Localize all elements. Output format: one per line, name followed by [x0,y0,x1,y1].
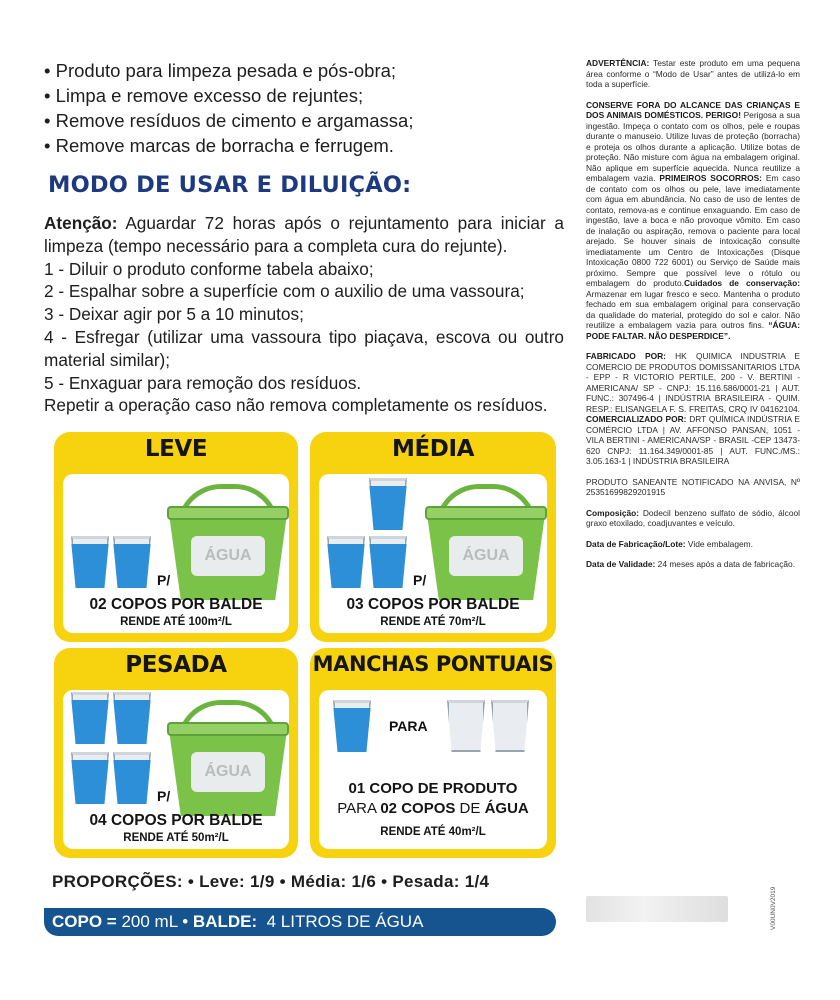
manufacture-date-paragraph [586,539,800,550]
bucket-label: ÁGUA [449,536,523,576]
caption-product: 01 COPO DE PRODUTO [348,780,518,797]
composition-text: Dodecil benzeno sulfato de sódio, álcool graxo etoxilado, coadjuvantes e veículo. [586,507,800,528]
attention-label: Atenção: [44,213,118,233]
manufacture-date-label: Data de Fabricação/Lote: [586,538,686,549]
storage-text: Armazenar em lugar fresco e seco. Mantenha o produto fechado em sua embalagem original para conservação da qualidade do material, protegido do sol e calor. Não reutilize a embalagem vazia para outros fins. [586,288,800,330]
vertical-code: V00UN0V2019 [770,886,777,930]
bucket-icon [169,500,287,600]
caption-ratio-c: DE [455,800,485,817]
proportions-line: PROPORÇÕES: • Leve: 1/9 • Média: 1/6 • Pesada: 1/4 [52,872,490,891]
caption-ratio-d: ÁGUA [484,800,529,817]
cup-icon [113,692,151,744]
first-aid-text: Em caso de contato com os olhos ou pele, lave imediatamente com água em abundância. No caso de uso de lentes de contato, remova-as e continue enxaguando. Em caso de ingestão, lave a boca e não provoque vômito. Em caso de inalação ou aspiração, remova o paciente para local arejado. Se houver sinais de intoxicação consulte imediatamente um Centro de Intoxicações (Disque Intoxicação 0800 722 6001) ou Serviço de Saúde mais próximo. Sempre que possível leve o rótulo ou embalagem do produto. [586,173,800,288]
expiry-paragraph [586,559,800,570]
step-5: 5 - Enxaguar para remoção dos resíduos. [44,372,362,393]
manufacturer-label: FABRICADO POR: [586,351,666,361]
expiry-label: Data de Validade: [586,559,656,569]
attention-paragraph [44,212,564,258]
repeat-note: Repetir a operação caso não remova completamente os resíduos. [44,395,548,416]
copo-label: COPO = [52,912,117,931]
bucket-icon [169,716,287,816]
water-warning: “ÁGUA: PODE FALTAR. NÃO DESPERDICE”. [586,320,800,341]
bucket-label: ÁGUA [191,752,265,792]
manufacturer-paragraph [586,351,800,467]
distributor-text: DRT QUÍMICA INDÚSTRIA E COMÉRCIO LTDA | AV. AFFONSO PANSAN, 1051 - VILA BERTINI - AMERICANA/SP - BRASIL -CEP 13473-620 CNPJ: 11.164.349/0001-85 | AUT. FUNC./MS.: 3.05.163-1 | INDÚSTRIA BRASILEIRA [586,414,801,466]
list-item: • Remove marcas de borracha e ferrugem. [44,133,564,158]
bucket-label: ÁGUA [191,536,265,576]
cup-icon [71,692,109,744]
cup-icon [71,752,109,804]
step-4: 4 - Esfregar (utilizar uma vassoura tipo piaçava, escova ou outro material similar); [44,326,564,370]
safety-paragraph [586,100,800,342]
panel-title: PESADA [125,652,227,678]
anvisa-notice: PRODUTO SANEANTE NOTIFICADO NA ANVISA, Nº 25351699829201915 [586,476,800,497]
composition-paragraph [586,508,800,529]
caption-cups: 03 COPOS POR BALDE [346,596,520,613]
for-label: P/ [157,572,171,588]
list-item: • Remove resíduos de cimento e argamassa; [44,108,564,133]
panel-title: MANCHAS PONTUAIS [312,652,554,676]
for-label: PARA [389,718,428,734]
empty-cup-icon [491,700,529,752]
cup-icon [327,536,365,588]
cup-icon [369,478,407,530]
first-aid-label: PRIMEIROS SOCORROS: [659,173,762,183]
panel-title: LEVE [144,436,208,462]
distributor-label: COMERCIALIZADO POR: [586,414,687,424]
panel-body [63,474,289,633]
panel-title: MÉDIA [391,436,475,462]
panel-media [310,432,556,642]
warning-label: ADVERTÊNCIA: [586,58,650,68]
feature-list [44,58,564,158]
for-label: P/ [157,788,171,804]
expiry-text: 24 meses após a data de fabricação. [655,559,796,569]
balde-label: BALDE: [192,912,258,931]
caption-yield: RENDE ATÉ 40m²/L [380,826,486,838]
panel-leve [54,432,298,642]
attention-text: Aguardar 72 horas após o rejuntamento para iniciar a limpeza (tempo necessário para a completa cura do rejunte). [44,213,564,256]
list-item: • Limpa e remove excesso de rejuntes; [44,83,564,108]
caption-cups: 04 COPOS POR BALDE [89,812,263,829]
cup-icon [333,700,371,752]
instructions [44,212,564,417]
conserve-label: CONSERVE FORA DO ALCANCE DAS CRIANÇAS E DOS ANIMAIS DOMÉSTICOS. PERIGO! [586,99,800,120]
warning-text: Testar este produto em uma pequena área conforme o “Modo de Usar” antes de utilizá-lo em toda a superfície. [586,58,800,89]
storage-label: Cuidados de conservação: [683,278,800,288]
panel-manchas-pontuais [310,648,556,858]
step-2: 2 - Espalhar sobre a superfície com o auxilio de uma vassoura; [44,281,525,302]
caption-ratio-a: PARA [337,800,381,817]
step-1: 1 - Diluir o produto conforme tabela abaixo; [44,258,374,279]
composition-label: Composição: [586,507,640,518]
empty-cup-icon [447,700,485,752]
caption-yield: RENDE ATÉ 70m²/L [380,616,486,628]
bucket-icon [427,500,545,600]
caption-yield: RENDE ATÉ 50m²/L [123,832,229,844]
cup-icon [113,752,151,804]
panel-body [319,690,547,849]
blurred-barcode [586,896,728,922]
cup-icon [71,536,109,588]
copo-value: 200 mL • [116,912,193,931]
step-3: 3 - Deixar agir por 5 a 10 minutos; [44,304,304,325]
caption-yield: RENDE ATÉ 100m²/L [120,616,232,628]
panel-body [319,474,547,633]
cup-icon [369,536,407,588]
main-content [44,58,564,417]
manufacturer-text: HK QUIMICA INDUSTRIA E COMERCIO DE PRODUTOS DOMISSANITARIOS LTDA - EPP - R VICTORIO PERTILE, 200 - V. BERTINI - AMERICANA/ SP - CNPJ: 15.116.586/0001-21 | AUT. FUNC.: 307496-4 | INDÚSTRIA BRASILEIRA - QUIM. RESP.: ELISANGELA F. S. FREITAS, CRQ IV 04162104. [586,351,800,414]
panel-pesada [54,648,298,858]
warning-paragraph [586,58,800,90]
conserve-text: Perigosa a sua ingestão. Impeça o contato com os olhos, pele e roupas durante o manuseio. Utilize luvas de proteção (borracha) e proteja os olhos durante a aplicação. Utilize botas de proteção. Não misture com água na embalagem original. Não aplique em superfície aquecida. Nunca reutilize a embalagem vazia. [586,110,800,183]
manufacture-date-text: Vide embalagem. [685,538,753,549]
volume-bar [44,908,556,936]
panel-body [63,690,289,849]
caption-cups: 02 COPOS POR BALDE [89,596,263,613]
balde-value: 4 LITROS DE ÁGUA [257,912,424,931]
for-label: P/ [413,572,427,588]
caption-ratio [319,800,547,817]
section-title: MODO DE USAR E DILUIÇÃO: [48,172,412,198]
cup-icon [113,536,151,588]
caption-ratio-b: 02 COPOS [380,800,456,817]
label-sidebar [586,58,800,580]
list-item: • Produto para limpeza pesada e pós-obra; [44,58,564,83]
